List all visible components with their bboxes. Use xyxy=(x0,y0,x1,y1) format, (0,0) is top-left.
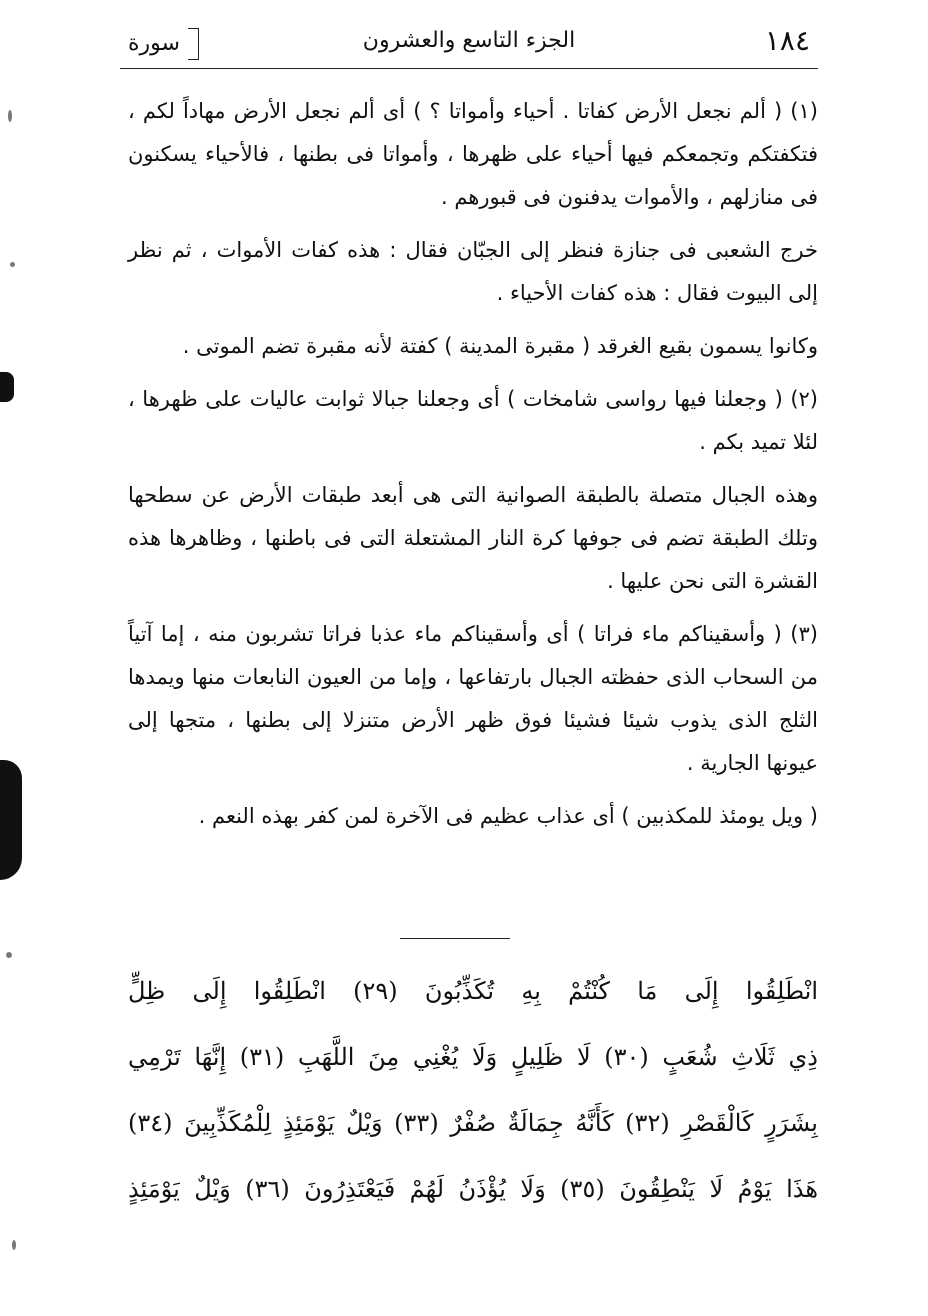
bracket-mark xyxy=(188,28,199,60)
verse-line: هَذَا يَوْمُ لَا يَنْطِقُونَ (٣٥) وَلَا يُؤْذَنُ لَهُمْ فَيَعْتَذِرُونَ (٣٦) وَيْلٌ يَوْمَئِذٍ xyxy=(128,1175,818,1203)
scan-speck xyxy=(10,262,15,267)
scan-blot xyxy=(0,760,22,880)
surah-label-text: سورة xyxy=(128,31,180,56)
page-number: ١٨٤ xyxy=(764,24,810,57)
paragraph: (٣) ( وأسقيناكم ماء فراتا ) أى وأسقيناكم ماء عذبا فراتا تشربون منه ، إما آتياً من السحاب الذى حفظته الجبال بارتفاعها ، وإما من العيون النابعات منها ويمدها الثلج الذى يذوب شيئا فشيئا فوق ظهر الأرض متنزلا إلى بطنها ، متجها إلى عيونها الجارية . xyxy=(128,622,818,775)
surah-label xyxy=(128,28,199,60)
page-header xyxy=(120,22,818,69)
paragraph: خرج الشعبى فى جنازة فنظر إلى الجبّان فقال : هذه كفات الأموات ، ثم نظر إلى البيوت فقال : هذه كفات الأحياء . xyxy=(128,238,818,305)
scan-speck xyxy=(8,110,12,122)
verse-line: ذِي ثَلَاثِ شُعَبٍ (٣٠) لَا ظَلِيلٍ وَلَا يُغْنِي مِنَ اللَّهَبِ (٣١) إِنَّهَا تَرْمِي xyxy=(128,1043,818,1071)
paragraph: ( ويل يومئذ للمكذبين ) أى عذاب عظيم فى الآخرة لمن كفر بهذه النعم . xyxy=(198,804,818,828)
section-separator xyxy=(400,938,510,939)
verse-line: انْطَلِقُوا إِلَى مَا كُنْتُمْ بِهِ تُكَذِّبُونَ (٢٩) انْطَلِقُوا إِلَى ظِلٍّ xyxy=(128,977,818,1005)
paragraph: وكانوا يسمون بقيع الغرقد ( مقبرة المدينة ) كفتة لأنه مقبرة تضم الموتى . xyxy=(182,334,818,358)
scan-blot xyxy=(0,372,14,402)
paragraph: وهذه الجبال متصلة بالطبقة الصوانية التى هى أبعد طبقات الأرض عن سطحها وتلك الطبقة تضم فى جوفها كرة النار المشتعلة التى فى باطنها ، وظاهرها هذه القشرة التى نحن عليها . xyxy=(128,483,818,593)
quran-verses xyxy=(128,958,818,1222)
verse-line: بِشَرَرٍ كَالْقَصْرِ (٣٢) كَأَنَّهُ جِمَالَةٌ صُفْرٌ (٣٣) وَيْلٌ يَوْمَئِذٍ لِلْمُكَذِّبِينَ (٣٤) xyxy=(128,1109,818,1137)
running-title: الجزء التاسع والعشرون xyxy=(362,28,576,53)
scan-speck xyxy=(12,1240,16,1250)
commentary-text xyxy=(128,90,818,848)
scan-speck xyxy=(6,952,12,958)
paragraph: (٢) ( وجعلنا فيها رواسى شامخات ) أى وجعلنا جبالا ثوابت عاليات على ظهرها ، لئلا تميد بكم . xyxy=(128,387,818,454)
paragraph: (١) ( ألم نجعل الأرض كفاتا . أحياء وأمواتا ؟ ) أى ألم نجعل الأرض مهاداً لكم ، فتكفتكم وتجمعكم فيها أحياء على ظهرها ، وأمواتا فى بطنها ، فالأحياء يسكنون فى منازلهم ، والأموات يدفنون فى قبورهم . xyxy=(128,99,818,209)
